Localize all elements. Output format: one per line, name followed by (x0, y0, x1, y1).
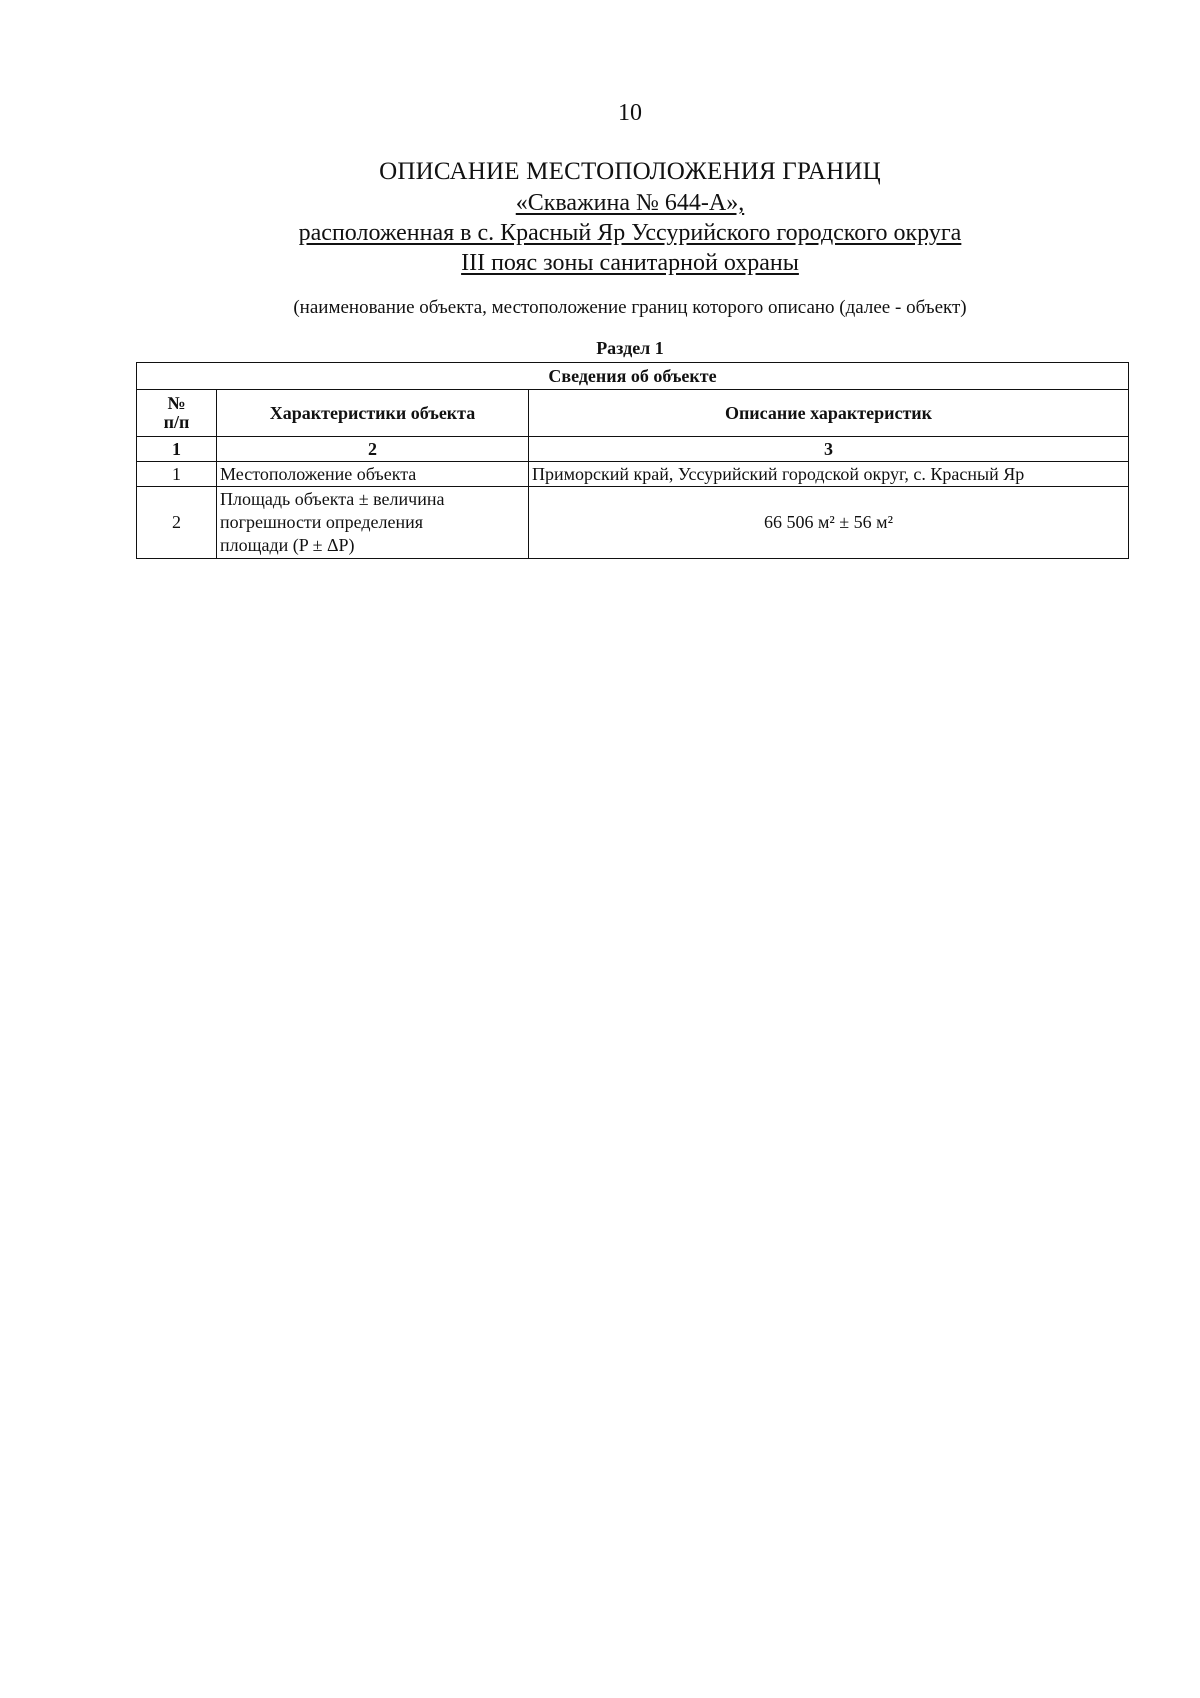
table-caption: Сведения об объекте (137, 363, 1129, 390)
header-characteristics: Характеристики объекта (217, 390, 529, 437)
header-description: Описание характеристик (529, 390, 1129, 437)
object-caption: (наименование объекта, местоположение границ которого описано (далее - объект) (293, 297, 967, 318)
table-caption-row (137, 363, 1129, 390)
title-zone (0, 248, 1200, 278)
table-row (137, 487, 1129, 559)
column-number-2: 2 (217, 437, 529, 462)
column-numbers-row (137, 437, 1129, 462)
column-number-3: 3 (529, 437, 1129, 462)
title-location (0, 218, 1200, 248)
header-number (137, 390, 217, 437)
section-label: Раздел 1 (596, 338, 664, 358)
document-title (0, 156, 1200, 278)
title-object-name-text: «Скважина № 644-А», (515, 190, 745, 216)
row-characteristic-line: Площадь объекта ± величина (220, 489, 445, 509)
row-description: 66 506 м² ± 56 м² (529, 487, 1129, 559)
object-info-table (136, 362, 1129, 559)
title-object-name (0, 188, 1200, 218)
row-number: 1 (137, 462, 217, 487)
row-characteristic-line: погрешности определения (220, 512, 423, 532)
title-location-text: расположенная в с. Красный Яр Уссурийского городского округа (298, 220, 962, 246)
header-number-line2: п/п (163, 412, 190, 432)
row-number: 2 (137, 487, 217, 559)
table-row (137, 462, 1129, 487)
column-number-1: 1 (137, 437, 217, 462)
row-characteristic: Местоположение объекта (217, 462, 529, 487)
page-number: 10 (618, 100, 642, 126)
title-main: ОПИСАНИЕ МЕСТОПОЛОЖЕНИЯ ГРАНИЦ (379, 158, 881, 185)
title-zone-text: III пояс зоны санитарной охраны (461, 250, 799, 276)
row-description: Приморский край, Уссурийский городской округ, с. Красный Яр (529, 462, 1129, 487)
row-characteristic (217, 487, 529, 559)
table-header-row (137, 390, 1129, 437)
header-number-line1: № (167, 393, 186, 413)
row-characteristic-line: площади (P ± ΔP) (220, 535, 355, 555)
